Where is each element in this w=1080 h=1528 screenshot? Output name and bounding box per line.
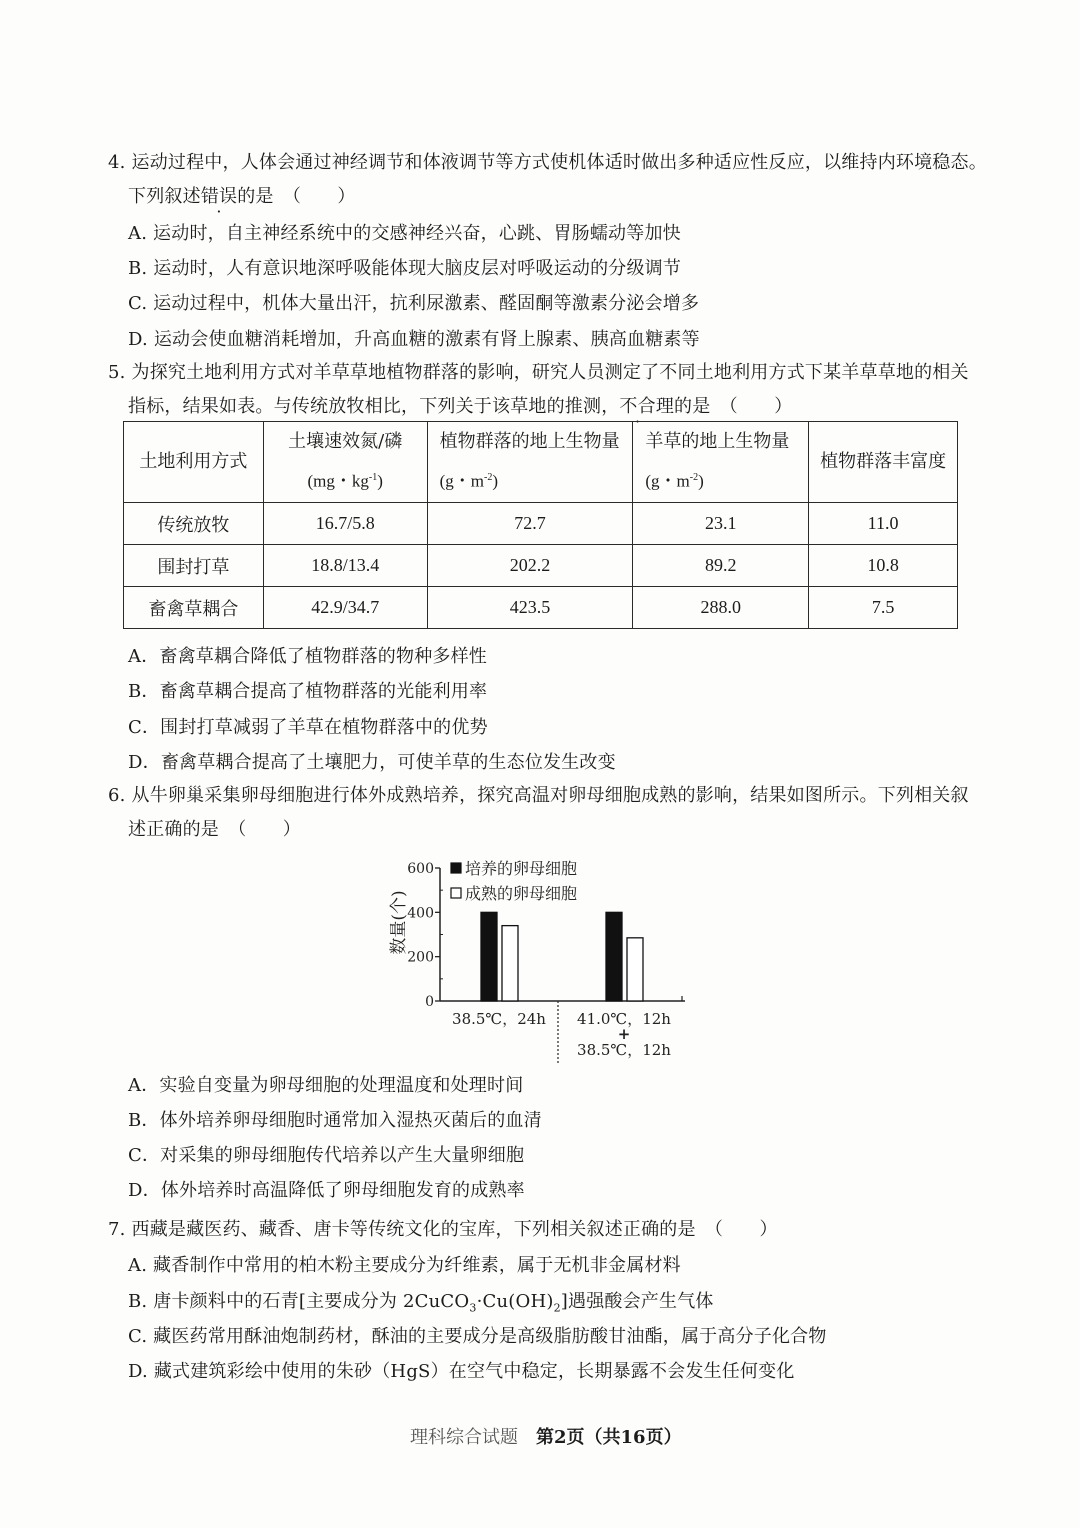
legend-swatch xyxy=(451,863,461,873)
q6-bar-chart xyxy=(380,850,700,1070)
x-category-plus: + xyxy=(617,1025,631,1043)
q6-option-a[interactable]: A．实验自变量为卵母细胞的处理温度和处理时间 xyxy=(128,1075,524,1096)
table-row xyxy=(124,503,958,545)
table-cell: 10.8 xyxy=(809,545,958,587)
header-unit: (g・$m^{-2}$) xyxy=(645,471,704,491)
subscript: 2 xyxy=(553,1301,561,1315)
y-tick-label: 600 xyxy=(407,861,434,877)
table-row xyxy=(124,587,958,629)
q5-option-d[interactable]: D．畜禽草耦合提高了土壤肥力，可使羊草的生态位发生改变 xyxy=(128,752,616,773)
y-tick-label: 0 xyxy=(425,994,434,1010)
table-cell: 11.0 xyxy=(809,503,958,545)
header-title: 土壤速效氮/磷 xyxy=(288,431,403,453)
q7-option-c[interactable]: C. 藏医药常用酥油炮制药材，酥油的主要成分是高级脂肪酸甘油酯，属于高分子化合物 xyxy=(128,1326,827,1347)
q5-stem-pre: 指标，结果如表。与传统放牧相比，下列关于该草地的推测， xyxy=(128,396,620,417)
q6-option-b[interactable]: B．体外培养卵母细胞时通常加入湿热灭菌后的血清 xyxy=(128,1110,542,1131)
table-header-cell xyxy=(263,422,427,503)
q4-stem-post: 的是 （ ） xyxy=(237,186,356,207)
y-tick-label: 400 xyxy=(407,905,434,922)
q4-stem-line1: 4. 运动过程中，人体会通过神经调节和体液调节等方式使机体适时做出多种适应性反应，以维持内环境稳态。 xyxy=(108,152,987,173)
table-cell: 72.7 xyxy=(427,503,633,545)
footer-page-number: 第2页（共16页） xyxy=(536,1427,682,1448)
q7-stem: 7. 西藏是藏医药、藏香、唐卡等传统文化的宝库，下列相关叙述正确的是 （ ） xyxy=(108,1219,778,1240)
q5-stem-line1: 5. 为探究土地利用方式对羊草草地植物群落的影响，研究人员测定了不同土地利用方式下某羊草草地的相关 xyxy=(108,362,969,383)
q6-option-d[interactable]: D．体外培养时高温降低了卵母细胞发育的成熟率 xyxy=(128,1180,525,1201)
table-cell: 42.9/34.7 xyxy=(263,587,427,629)
bar-cultured-oocytes xyxy=(481,912,497,1001)
header-title: 植物群落的地上生物量 xyxy=(439,431,620,453)
bar-mature-oocytes xyxy=(627,938,643,1001)
legend-label: 成熟的卵母细胞 xyxy=(465,884,578,903)
q4-stem-line2 xyxy=(128,182,356,208)
q5-option-a[interactable]: A．畜禽草耦合降低了植物群落的物种多样性 xyxy=(128,646,487,667)
page-footer xyxy=(410,1423,682,1449)
q6-stem-line2: 述正确的是 （ ） xyxy=(128,819,301,840)
table-header-cell: 土地利用方式 xyxy=(124,422,264,503)
table-header-cell xyxy=(633,422,809,503)
legend-label: 培养的卵母细胞 xyxy=(465,859,578,878)
x-category-label: 38.5℃，24h xyxy=(452,1010,546,1028)
x-category-label: 38.5℃，12h xyxy=(577,1041,671,1059)
header-title: 羊草的地上生物量 xyxy=(645,431,790,453)
table-cell: 围封打草 xyxy=(124,545,264,587)
q6-stem-line1: 6. 从牛卵巢采集卵母细胞进行体外成熟培养，探究高温对卵母细胞成熟的影响，结果如图所示。下列相关叙 xyxy=(108,785,969,806)
subscript: 3 xyxy=(469,1301,477,1315)
y-tick-label: 200 xyxy=(407,949,434,966)
table-cell: 288.0 xyxy=(633,587,809,629)
y-axis-label: 数量(个) xyxy=(389,890,409,955)
q5-stem-post: 理的是 （ ） xyxy=(655,396,793,417)
header-unit: (g・$m^{-2}$) xyxy=(439,471,499,491)
q4-stem-pre: 下列叙述 xyxy=(128,186,201,207)
q6-option-c[interactable]: C．对采集的卵母细胞传代培养以产生大量卵细胞 xyxy=(128,1145,525,1166)
bar-cultured-oocytes xyxy=(606,912,622,1001)
table-header-row xyxy=(124,422,958,503)
q7-option-b-mid: ·Cu(OH) xyxy=(476,1291,554,1312)
table-cell: 423.5 xyxy=(427,587,633,629)
q7-option-b[interactable] xyxy=(128,1287,714,1315)
q5-stem-line2 xyxy=(128,392,792,418)
bar-mature-oocytes xyxy=(502,926,518,1001)
header-unit: (mg・$kg^{-1}$) xyxy=(307,471,383,491)
q4-option-d[interactable]: D. 运动会使血糖消耗增加，升高血糖的激素有肾上腺素、胰高血糖素等 xyxy=(128,329,700,350)
table-header-cell xyxy=(427,422,633,503)
table-cell: 7.5 xyxy=(809,587,958,629)
q5-option-b[interactable]: B．畜禽草耦合提高了植物群落的光能利用率 xyxy=(128,681,488,702)
table-cell: 16.7/5.8 xyxy=(263,503,427,545)
table-cell: 89.2 xyxy=(633,545,809,587)
x-category-label: 41.0℃，12h xyxy=(577,1010,671,1028)
q7-option-b-pre: B. 唐卡颜料中的石青[主要成分为 2CuCO xyxy=(128,1291,470,1312)
table-cell: 18.8/13.4 xyxy=(263,545,427,587)
table-cell: 传统放牧 xyxy=(124,503,264,545)
q7-option-d[interactable]: D. 藏式建筑彩绘中使用的朱砂（HgS）在空气中稳定，长期暴露不会发生任何变化 xyxy=(128,1361,795,1382)
table-cell: 23.1 xyxy=(633,503,809,545)
q4-option-c[interactable]: C. 运动过程中，机体大量出汗，抗利尿激素、醛固酮等激素分泌会增多 xyxy=(128,293,700,314)
q4-stem-emphasis: 错误 xyxy=(200,186,238,207)
table-cell: 畜禽草耦合 xyxy=(124,587,264,629)
footer-subject: 理科综合试题 xyxy=(410,1427,518,1448)
table-row xyxy=(124,545,958,587)
q7-option-a[interactable]: A. 藏香制作中常用的柏木粉主要成分为纤维素，属于无机非金属材料 xyxy=(128,1255,681,1276)
q4-option-b[interactable]: B. 运动时，人有意识地深呼吸能体现大脑皮层对呼吸运动的分级调节 xyxy=(128,258,682,279)
q5-option-c[interactable]: C．围封打草减弱了羊草在植物群落中的优势 xyxy=(128,717,488,738)
table-cell: 202.2 xyxy=(427,545,633,587)
q5-data-table xyxy=(123,421,958,629)
q7-option-b-post: ]遇强酸会产生气体 xyxy=(560,1291,714,1312)
legend-swatch xyxy=(451,888,461,898)
q4-option-a[interactable]: A. 运动时，自主神经系统中的交感神经兴奋，心跳、胃肠蠕动等加快 xyxy=(128,223,681,244)
q5-stem-emphasis: 不合 xyxy=(619,396,656,417)
table-header-cell: 植物群落丰富度 xyxy=(809,422,958,503)
